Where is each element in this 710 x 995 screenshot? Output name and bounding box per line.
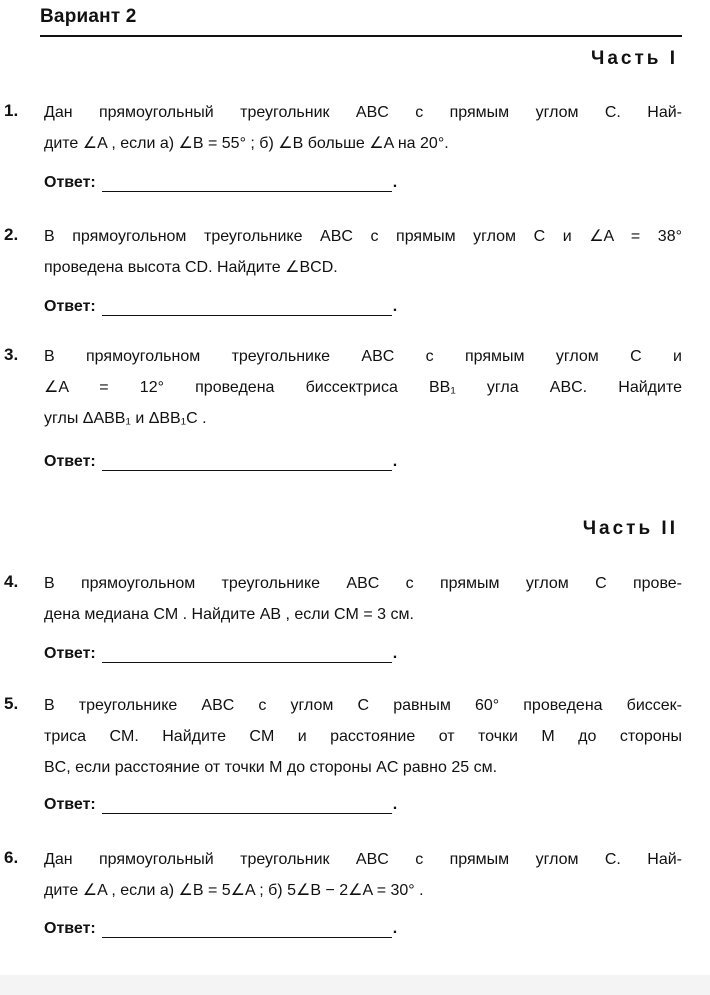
problem-number: 3.	[4, 345, 19, 364]
problem-number: 2.	[4, 225, 19, 244]
part-1-heading: Часть I	[590, 48, 678, 69]
answer-row-6	[44, 920, 397, 938]
answer-row-1	[44, 174, 397, 192]
problem-text-line: Дан прямоугольный треугольник ABC с прямым углом C. Най-	[44, 104, 682, 121]
answer-blank[interactable]	[102, 923, 392, 938]
problem-text	[44, 690, 682, 783]
answer-dot: .	[392, 453, 398, 470]
answer-label: Ответ:	[44, 645, 96, 662]
header-divider	[40, 35, 682, 37]
answer-dot: .	[392, 174, 398, 191]
problem-text	[44, 97, 682, 159]
answer-row-3	[44, 453, 397, 471]
answer-row-4	[44, 645, 397, 663]
problem-text-line: проведена высота CD. Найдите ∠BCD.	[44, 259, 338, 276]
problem-text-line: В прямоугольном треугольнике ABC с прямым углом C и ∠A = 38°	[44, 228, 682, 245]
answer-row-2	[44, 298, 397, 316]
problem-number: 1.	[4, 101, 19, 120]
part-2-heading: Часть II	[582, 518, 678, 539]
problem-number: 5.	[4, 694, 19, 713]
variant-title: Вариант 2	[40, 6, 137, 27]
problem-text	[44, 568, 682, 630]
answer-dot: .	[392, 920, 398, 937]
problem-text-line: дите ∠A , если а) ∠B = 55° ; б) ∠B больше ∠A на 20°.	[44, 135, 449, 152]
answer-blank[interactable]	[102, 301, 392, 316]
answer-dot: .	[392, 298, 398, 315]
answer-blank[interactable]	[102, 456, 392, 471]
problem-text-line: В треугольнике ABC с углом C равным 60° проведена биссек-	[44, 697, 682, 714]
problem-text-line: триса CM. Найдите CM и расстояние от точки M до стороны	[44, 728, 682, 745]
problem-text-line: В прямоугольном треугольнике ABC с прямым углом C прове-	[44, 575, 682, 592]
answer-label: Ответ:	[44, 298, 96, 315]
answer-blank[interactable]	[102, 799, 392, 814]
problem-text-line: ∠A = 12° проведена биссектриса BB₁ угла ABC. Найдите	[44, 379, 682, 396]
page-bottom-edge	[0, 975, 710, 995]
answer-label: Ответ:	[44, 453, 96, 470]
answer-label: Ответ:	[44, 796, 96, 813]
answer-dot: .	[392, 645, 398, 662]
problem-number: 4.	[4, 572, 19, 591]
answer-dot: .	[392, 796, 398, 813]
problem-number: 6.	[4, 848, 19, 867]
problem-text	[44, 844, 682, 906]
problem-text-line: дена медиана CM . Найдите AB , если CM = 3 см.	[44, 606, 414, 623]
problem-text-line: BC, если расстояние от точки M до стороны AC равно 25 см.	[44, 759, 498, 776]
answer-label: Ответ:	[44, 920, 96, 937]
problem-text-line: Дан прямоугольный треугольник ABC с прямым углом C. Най-	[44, 851, 682, 868]
answer-blank[interactable]	[102, 177, 392, 192]
answer-label: Ответ:	[44, 174, 96, 191]
answer-blank[interactable]	[102, 648, 392, 663]
problem-text	[44, 341, 682, 434]
problem-text-line: углы ΔABB₁ и ΔBB₁C .	[44, 410, 207, 427]
problem-text-line: дите ∠A , если а) ∠B = 5∠A ; б) 5∠B − 2∠A = 30° .	[44, 882, 424, 899]
answer-row-5	[44, 796, 397, 814]
problem-text	[44, 221, 682, 283]
problem-text-line: В прямоугольном треугольнике ABC с прямым углом C и	[44, 348, 682, 365]
